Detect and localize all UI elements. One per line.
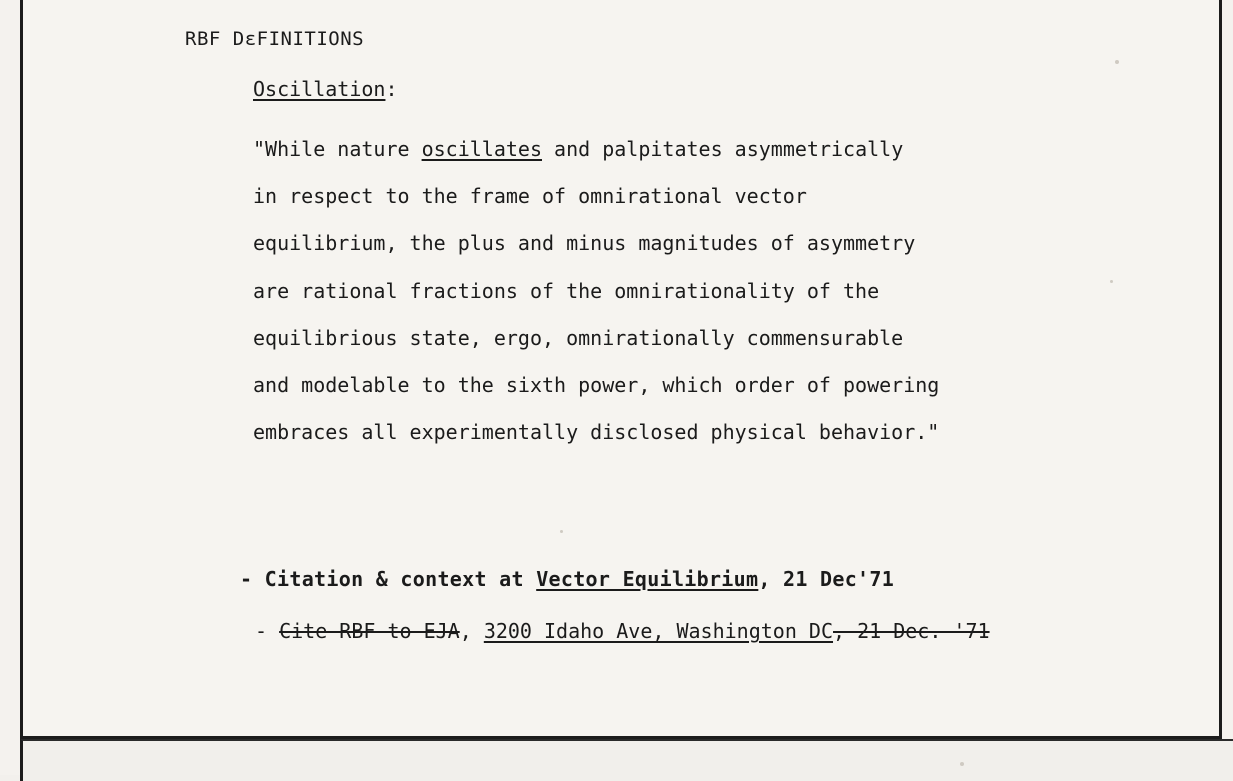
struck-date: , 21 Dec. '71 [833, 619, 990, 643]
quote-line: equilibrious state, ergo, omnirationally commensurable [253, 325, 904, 350]
citation-prefix: - Citation & context at [240, 567, 537, 591]
quote-line: in respect to the frame of omnirational vector [253, 184, 807, 209]
quote-underlined-word: oscillates [421, 137, 542, 161]
struck-middle: , [459, 619, 484, 643]
citation-line [240, 567, 894, 591]
struck-address: 3200 Idaho Ave, Washington DC [483, 619, 834, 643]
term-label: Oscillation [253, 77, 386, 101]
struck-citation-line [255, 619, 990, 643]
page-heading: RBF DεFINITIONS [185, 28, 365, 50]
term-title [253, 77, 398, 101]
quote-line: embraces all experimentally disclosed physical behavior." [253, 420, 940, 445]
quote-line: and modelable to the sixth power, which order of powering [253, 373, 940, 398]
term-colon: : [385, 77, 398, 101]
definition-quote [253, 126, 939, 456]
quote-line-1-end: and palpitates asymmetrically [542, 137, 904, 161]
struck-text: Cite RBF to EJA [279, 619, 460, 643]
quote-line-1-start: "While nature [253, 137, 422, 161]
citation-date: , 21 Dec'71 [758, 567, 895, 591]
paper-speck [1110, 280, 1113, 283]
struck-dash: - [255, 619, 280, 643]
paper-speck [1115, 60, 1119, 64]
paper-speck [560, 530, 563, 533]
paper-speck [960, 762, 964, 766]
quote-line: are rational fractions of the omnirationality of the [253, 278, 880, 303]
quote-line: equilibrium, the plus and minus magnitudes of asymmetry [253, 231, 916, 256]
citation-link: Vector Equilibrium [536, 567, 759, 591]
